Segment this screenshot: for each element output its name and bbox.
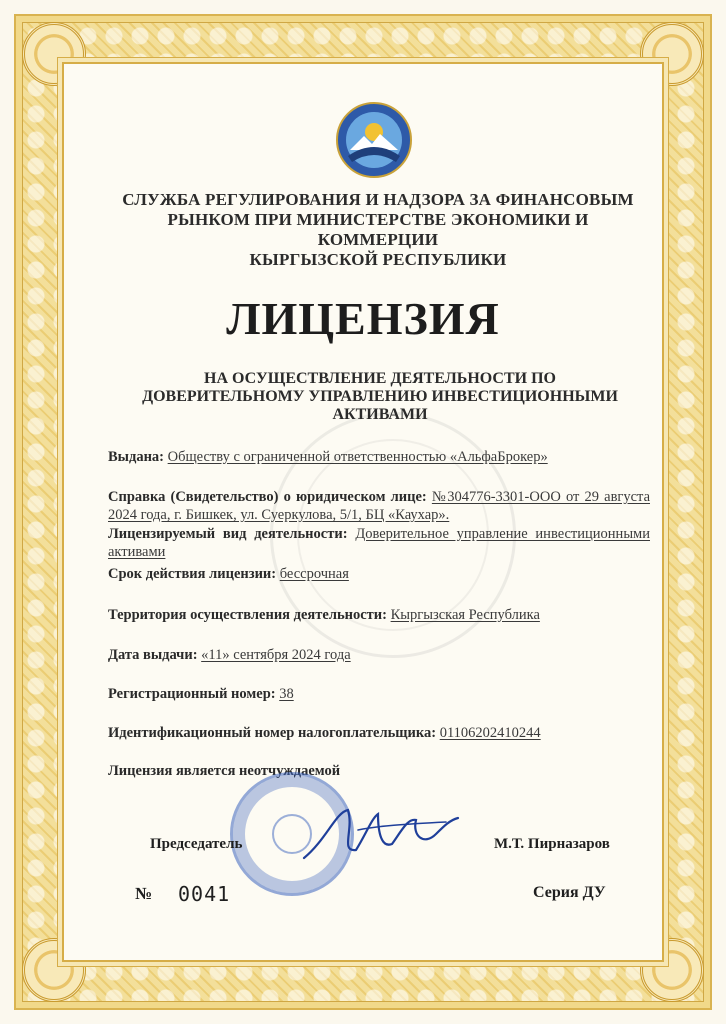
signature-icon [296,800,466,870]
non-transferable-note: Лицензия является неотчуждаемой [108,763,341,779]
activity-row [108,525,650,561]
territory-value: Кыргызская Республика [390,607,540,623]
purpose-line: АКТИВАМИ [332,406,428,423]
purpose-line: ДОВЕРИТЕЛЬНОМУ УПРАВЛЕНИЮ ИНВЕСТИЦИОННЫМИ [142,388,618,405]
authority-line: РЫНКОМ ПРИ МИНИСТЕРСТВЕ ЭКОНОМИКИ И КОММЕРЦИИ [167,210,589,249]
chairman-label: Председатель [150,836,243,852]
document-title: ЛИЦЕНЗИЯ [226,293,500,344]
territory-label: Территория осуществления деятельности: [108,607,387,623]
tin-row [108,724,650,742]
issue-date-label: Дата выдачи: [108,647,198,663]
issue-date-value: «11» сентября 2024 года [201,647,351,663]
authority-line: СЛУЖБА РЕГУЛИРОВАНИЯ И НАДЗОРА ЗА ФИНАНСОВЫМ [122,190,634,209]
authority-line: КЫРГЫЗСКОЙ РЕСПУБЛИКИ [249,250,507,269]
certificate-label: Справка (Свидетельство) о юридическом лице: [108,489,427,505]
issuing-authority [108,190,648,270]
state-emblem-icon [334,100,414,180]
issued-to-label: Выдана: [108,449,165,465]
issued-to-row [108,448,650,466]
term-label: Срок действия лицензии: [108,566,277,582]
tin-label: Идентификационный номер налогоплательщика: [108,725,437,741]
certificate-row [108,488,650,524]
purpose-line: НА ОСУЩЕСТВЛЕНИЕ ДЕЯТЕЛЬНОСТИ ПО [204,370,556,387]
non-transferable-row [108,762,650,780]
issue-date-row [108,646,650,664]
chairman-name: М.Т. Пирназаров [494,836,610,852]
license-purpose [110,370,650,424]
territory-row [108,606,650,624]
term-value: бессрочная [279,566,349,582]
license-series: Серия ДУ [533,884,606,901]
registration-label: Регистрационный номер: [108,686,276,702]
number-sign: № [135,884,153,903]
activity-value: Доверительное управление инвестиционными активами [108,526,650,560]
registration-row [108,685,650,703]
tin-value: 01106202410244 [439,725,541,741]
certificate-value: №304776-3301-ООО от 29 августа 2024 года, г. Бишкек, ул. Суеркулова, 5/1, БЦ «Каухар». [108,489,650,523]
activity-label: Лицензируемый вид деятельности: [108,526,348,542]
issued-to-value: Обществу с ограниченной ответственностью «АльфаБрокер» [167,449,548,465]
license-form-number: 0041 [178,882,231,906]
registration-value: 38 [279,686,294,702]
term-row [108,565,650,583]
